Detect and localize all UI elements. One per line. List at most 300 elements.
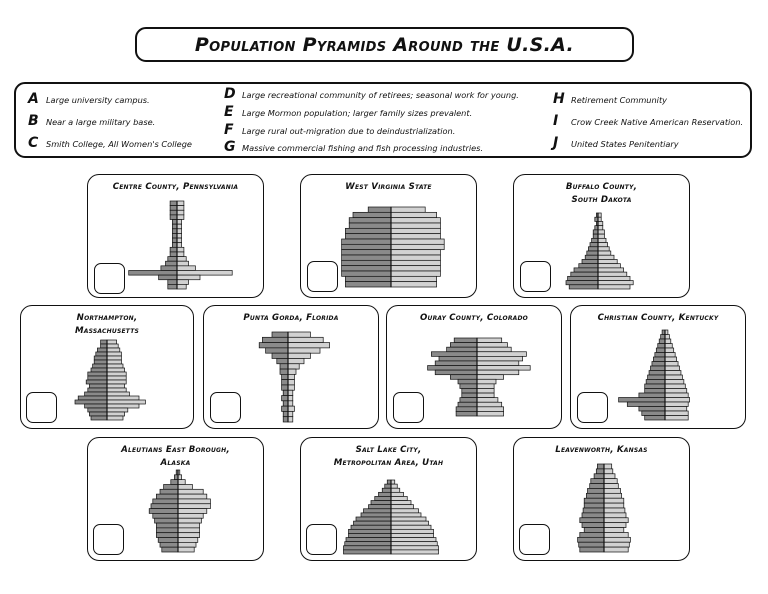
pyramid-bar-female bbox=[391, 255, 440, 260]
pyramid-bar-female bbox=[391, 244, 444, 249]
pyramid-bar-female bbox=[391, 228, 440, 233]
pyramid-bar-female bbox=[177, 266, 195, 271]
pyramid-bar-male bbox=[94, 356, 107, 360]
pyramid-bar-male bbox=[353, 212, 391, 217]
pyramid-bar-male bbox=[351, 525, 391, 529]
pyramid-bar-female bbox=[107, 412, 125, 416]
pyramid-bar-female bbox=[665, 339, 671, 344]
page-title: Population Pyramids Around the U.S.A. bbox=[194, 33, 575, 56]
pyramid-bar-female bbox=[178, 513, 203, 518]
pyramid-bar-male bbox=[85, 404, 107, 408]
pyramid-bar-male bbox=[447, 347, 477, 352]
pyramid-bar-male bbox=[342, 260, 391, 265]
pyramid-bar-female bbox=[288, 417, 293, 422]
pyramid-bar-male bbox=[345, 276, 391, 281]
pyramid-bar-male bbox=[259, 343, 288, 348]
pyramid-bar-female bbox=[178, 509, 207, 514]
pyramid-bar-male bbox=[579, 542, 604, 547]
pyramid-bar-female bbox=[604, 503, 624, 508]
pyramid-bar-male bbox=[161, 266, 177, 271]
pyramid-bar-female bbox=[604, 498, 624, 503]
pyramid-bar-male bbox=[619, 398, 665, 403]
pyramid-bar-male bbox=[585, 255, 598, 259]
pyramid-bar-female bbox=[391, 496, 407, 500]
pyramid-bar-male bbox=[272, 332, 288, 337]
pyramid-bar-male bbox=[356, 517, 391, 521]
pyramid-bar-male bbox=[586, 493, 604, 498]
answer-box[interactable] bbox=[210, 392, 241, 423]
pyramid-bar-male bbox=[579, 264, 598, 268]
pyramid-bar-female bbox=[391, 260, 440, 265]
pyramid-card-ouray-county bbox=[386, 305, 562, 429]
pyramid-bar-male bbox=[75, 400, 107, 404]
pyramid-bar-male bbox=[160, 489, 178, 494]
pyramid-bar-male bbox=[349, 223, 391, 228]
pyramid-bar-female bbox=[665, 380, 684, 385]
pyramid-bar-male bbox=[282, 396, 288, 401]
pyramid-bar-male bbox=[382, 488, 391, 492]
pyramid-bar-male bbox=[593, 234, 598, 238]
pyramid-bar-female bbox=[604, 479, 617, 484]
answer-box[interactable] bbox=[26, 392, 57, 423]
pyramid-bar-female bbox=[391, 513, 421, 517]
pyramid-bar-female bbox=[477, 361, 519, 366]
pyramid-bar-female bbox=[288, 348, 320, 353]
pyramid-bar-female bbox=[288, 337, 323, 342]
pyramid-bar-male bbox=[342, 266, 391, 271]
pyramid-bar-male bbox=[385, 484, 391, 488]
pyramid-bar-female bbox=[178, 480, 185, 485]
pyramid-bar-female bbox=[391, 509, 419, 513]
pyramid-bar-female bbox=[391, 212, 437, 217]
pyramid-bar-male bbox=[645, 384, 665, 389]
pyramid-bar-male bbox=[460, 398, 477, 403]
pyramid-bar-male bbox=[349, 218, 391, 223]
pyramid-bar-male bbox=[282, 406, 288, 411]
pyramid-bar-male bbox=[156, 528, 178, 533]
pyramid-card-aleutians-east bbox=[87, 437, 264, 561]
pyramid-bar-male bbox=[156, 533, 178, 538]
pyramid-bar-male bbox=[101, 340, 107, 344]
pyramid-bar-male bbox=[156, 494, 178, 499]
pyramid-bar-female bbox=[477, 338, 502, 343]
pyramid-bar-female bbox=[477, 407, 504, 412]
legend-item-g bbox=[224, 139, 483, 155]
pyramid-bar-female bbox=[288, 364, 299, 369]
pyramid-bar-male bbox=[160, 542, 178, 547]
pyramid-bar-female bbox=[178, 494, 207, 499]
pyramid-bar-female bbox=[177, 201, 184, 206]
pyramid-bar-female bbox=[598, 272, 627, 276]
pyramid-bar-male bbox=[462, 388, 477, 393]
pyramid-bar-male bbox=[159, 275, 177, 280]
pyramid-bar-female bbox=[604, 513, 626, 518]
pyramid-bar-male bbox=[164, 484, 178, 489]
legend-text: Crow Creek Native American Reservation. bbox=[571, 117, 744, 127]
pyramid-bar-male bbox=[78, 396, 107, 400]
pyramid-bar-female bbox=[177, 252, 184, 257]
pyramid-bar-male bbox=[88, 408, 107, 412]
pyramid-bar-female bbox=[665, 389, 687, 394]
pyramid-bar-male bbox=[153, 499, 178, 504]
pyramid-bar-female bbox=[598, 251, 611, 255]
pyramid-bar-male bbox=[645, 389, 665, 394]
pyramid-bar-female bbox=[288, 374, 294, 379]
pyramid-bar-male bbox=[588, 247, 598, 251]
pyramid-bar-female bbox=[288, 396, 293, 401]
legend-item-e bbox=[224, 104, 472, 120]
pyramid-bar-male bbox=[282, 374, 288, 379]
pyramid-bar-female bbox=[665, 366, 680, 371]
pyramid-bar-female bbox=[598, 255, 614, 259]
pyramid-bar-female bbox=[177, 280, 189, 285]
pyramid-bar-male bbox=[651, 366, 666, 371]
pyramid-bar-female bbox=[598, 247, 609, 251]
pyramid-bar-female bbox=[665, 357, 677, 362]
pyramid-bar-male bbox=[566, 281, 598, 285]
pyramid-bar-male bbox=[349, 529, 392, 533]
pyramid-bar-male bbox=[590, 484, 604, 489]
pyramid-bar-female bbox=[288, 353, 310, 358]
pyramid-bar-female bbox=[178, 518, 201, 523]
card-title: West Virginia State bbox=[345, 182, 432, 192]
pyramid-bar-female bbox=[107, 400, 145, 404]
pyramid-bar-female bbox=[665, 362, 678, 367]
pyramid-bar-female bbox=[107, 396, 139, 400]
pyramid-bar-female bbox=[177, 233, 182, 238]
pyramid-bar-male bbox=[456, 407, 477, 412]
card-title: Punta Gorda, Florida bbox=[243, 313, 339, 323]
pyramid-bar-male bbox=[354, 521, 392, 525]
pyramid-bar-female bbox=[604, 484, 618, 489]
pyramid-card-salt-lake-city bbox=[300, 437, 477, 561]
pyramid-bar-male bbox=[345, 282, 391, 287]
pyramid-bar-female bbox=[107, 348, 120, 352]
pyramid-bar-female bbox=[598, 285, 630, 289]
pyramid-bar-female bbox=[477, 393, 494, 398]
pyramid-bar-male bbox=[283, 417, 288, 422]
pyramid-bar-male bbox=[93, 364, 107, 368]
pyramid-bar-female bbox=[598, 259, 617, 263]
legend-letter: H bbox=[553, 91, 565, 107]
pyramid-bar-male bbox=[172, 238, 177, 243]
pyramid-bar-male bbox=[342, 239, 391, 244]
pyramid-bar-female bbox=[107, 384, 125, 388]
pyramid-bar-female bbox=[288, 369, 296, 374]
pyramid-bar-male bbox=[368, 207, 391, 212]
pyramid-bar-male bbox=[277, 358, 288, 363]
pyramid-bar-female bbox=[107, 380, 126, 384]
pyramid-bar-male bbox=[101, 344, 107, 348]
pyramid-bar-female bbox=[604, 523, 626, 528]
pyramid-bar-female bbox=[177, 224, 182, 229]
pyramid-bar-male bbox=[594, 474, 604, 479]
pyramid-bar-male bbox=[96, 352, 107, 356]
pyramid-bar-male bbox=[280, 369, 288, 374]
pyramid-bar-female bbox=[107, 372, 126, 376]
answer-box[interactable] bbox=[306, 524, 337, 555]
legend-letter: F bbox=[224, 122, 234, 138]
pyramid-bar-male bbox=[168, 284, 177, 289]
pyramid-bar-female bbox=[177, 270, 232, 275]
pyramid-bar-female bbox=[598, 234, 604, 238]
card-title: Ouray County, Colorado bbox=[420, 313, 528, 323]
pyramid-bar-male bbox=[627, 402, 665, 407]
pyramid-card-leavenworth bbox=[513, 437, 690, 561]
pyramid-bar-female bbox=[391, 542, 437, 546]
pyramid-bar-male bbox=[588, 488, 605, 493]
pyramid-bar-male bbox=[345, 228, 391, 233]
pyramid-bar-female bbox=[604, 537, 630, 542]
pyramid-bar-male bbox=[649, 371, 665, 376]
pyramid-bar-male bbox=[639, 393, 665, 398]
pyramid-bar-female bbox=[604, 518, 628, 523]
pyramid-bar-female bbox=[598, 238, 606, 242]
pyramid-bar-male bbox=[454, 338, 477, 343]
pyramid-bar-male bbox=[168, 257, 177, 262]
pyramid-bar-male bbox=[85, 392, 107, 396]
pyramid-bar-male bbox=[149, 509, 178, 514]
pyramid-bar-female bbox=[288, 406, 294, 411]
pyramid-bar-female bbox=[391, 550, 439, 554]
pyramid-bar-male bbox=[450, 343, 477, 348]
pyramid-bar-female bbox=[391, 521, 429, 525]
pyramid-bar-male bbox=[574, 268, 598, 272]
pyramid-bar-female bbox=[391, 533, 434, 537]
pyramid-bar-male bbox=[439, 356, 477, 361]
pyramid-bar-male bbox=[584, 528, 604, 533]
pyramid-bar-male bbox=[170, 206, 177, 211]
pyramid-bar-female bbox=[107, 408, 128, 412]
pyramid-bar-female bbox=[598, 281, 633, 285]
pyramid-bar-male bbox=[91, 368, 107, 372]
answer-box[interactable] bbox=[577, 392, 608, 423]
pyramid-bar-female bbox=[665, 335, 669, 340]
pyramid-bar-male bbox=[571, 272, 598, 276]
pyramid-bar-female bbox=[604, 493, 622, 498]
pyramid-bar-female bbox=[177, 275, 200, 280]
pyramid-bar-female bbox=[665, 375, 682, 380]
card-title: Christian County, Kentucky bbox=[597, 313, 719, 323]
pyramid-bar-male bbox=[88, 372, 107, 376]
pyramid-bar-female bbox=[391, 492, 404, 496]
legend-item-h bbox=[553, 91, 667, 107]
pyramid-bar-male bbox=[435, 370, 477, 375]
pyramid-bar-female bbox=[477, 370, 519, 375]
pyramid-bar-female bbox=[391, 271, 440, 276]
pyramid-bar-female bbox=[177, 215, 184, 220]
legend-text: Large Mormon population; larger family sizes prevalent. bbox=[242, 108, 473, 118]
pyramid-bar-female bbox=[178, 542, 196, 547]
pyramid-bar-female bbox=[107, 360, 121, 364]
pyramid-bar-male bbox=[655, 353, 665, 358]
legend-text: Large university campus. bbox=[46, 95, 150, 105]
pyramid-bar-male bbox=[590, 243, 598, 247]
pyramid-bar-female bbox=[177, 210, 184, 215]
pyramid-bar-male bbox=[458, 379, 477, 384]
pyramid-bar-male bbox=[86, 380, 107, 384]
legend-item-d bbox=[224, 86, 519, 102]
legend-item-b bbox=[28, 113, 155, 129]
pyramid-bar-female bbox=[288, 380, 294, 385]
pyramid-bar-male bbox=[156, 523, 178, 528]
pyramid-bar-female bbox=[604, 532, 628, 537]
pyramid-card-centre-county bbox=[87, 174, 264, 298]
pyramid-bar-male bbox=[172, 224, 177, 229]
pyramid-bar-female bbox=[391, 276, 437, 281]
pyramid-bar-male bbox=[89, 384, 107, 388]
pyramid-bar-male bbox=[342, 244, 391, 249]
pyramid-bar-male bbox=[462, 393, 477, 398]
pyramid-bar-male bbox=[584, 503, 604, 508]
pyramid-bar-female bbox=[598, 268, 624, 272]
pyramid-bar-female bbox=[477, 398, 498, 403]
pyramid-bar-male bbox=[88, 388, 107, 392]
legend-text: United States Penitentiary bbox=[571, 139, 679, 149]
answer-box[interactable] bbox=[393, 392, 424, 423]
legend-text: Large rural out-migration due to deindustrialization. bbox=[242, 126, 456, 136]
pyramid-bar-male bbox=[170, 210, 177, 215]
pyramid-bar-male bbox=[166, 261, 178, 266]
pyramid-bar-male bbox=[172, 220, 177, 225]
pyramid-bar-female bbox=[665, 407, 687, 412]
legend-letter: C bbox=[28, 135, 39, 151]
answer-box[interactable] bbox=[519, 524, 550, 555]
pyramid-bar-male bbox=[88, 376, 107, 380]
pyramid-card-northampton bbox=[20, 305, 194, 429]
pyramid-bar-female bbox=[107, 388, 126, 392]
pyramid-bar-female bbox=[288, 332, 310, 337]
pyramid-bar-male bbox=[345, 234, 391, 239]
pyramid-bar-male bbox=[435, 361, 477, 366]
pyramid-bar-female bbox=[391, 525, 431, 529]
pyramid-bar-female bbox=[391, 239, 444, 244]
pyramid-bar-male bbox=[582, 513, 604, 518]
pyramid-bar-male bbox=[262, 337, 288, 342]
legend-text: Massive commercial fishing and fish processing industries. bbox=[242, 143, 484, 153]
pyramid-bar-female bbox=[288, 343, 330, 348]
pyramid-bar-female bbox=[604, 464, 612, 469]
answer-box[interactable] bbox=[520, 261, 551, 292]
pyramid-bar-female bbox=[288, 390, 293, 395]
pyramid-bar-female bbox=[391, 484, 397, 488]
pyramid-bar-male bbox=[460, 384, 477, 389]
legend-text: Near a large military base. bbox=[46, 117, 156, 127]
pyramid-bar-female bbox=[604, 474, 615, 479]
pyramid-bar-female bbox=[107, 416, 123, 420]
card-title: Leavenworth, Kansas bbox=[555, 445, 648, 455]
pyramid-bar-female bbox=[604, 469, 613, 474]
pyramid-bar-female bbox=[107, 404, 139, 408]
pyramid-bar-female bbox=[477, 347, 511, 352]
pyramid-bar-male bbox=[349, 533, 392, 537]
pyramid-card-christian-county bbox=[570, 305, 746, 429]
pyramid-bar-male bbox=[642, 411, 665, 416]
pyramid-bar-female bbox=[604, 508, 625, 513]
page-title-box bbox=[135, 27, 634, 62]
pyramid-bar-male bbox=[645, 416, 665, 421]
pyramid-bar-male bbox=[428, 366, 477, 371]
answer-box[interactable] bbox=[307, 261, 338, 292]
legend-item-c bbox=[28, 135, 192, 151]
legend-item-j bbox=[553, 135, 679, 151]
pyramid-bar-male bbox=[593, 230, 598, 234]
pyramid-bar-female bbox=[107, 392, 129, 396]
pyramid-bar-male bbox=[266, 348, 288, 353]
pyramid-bar-female bbox=[665, 402, 688, 407]
pyramid-bar-female bbox=[391, 501, 411, 505]
pyramid-bar-female bbox=[665, 353, 675, 358]
legend-text: Large recreational community of retirees; seasonal work for young. bbox=[242, 90, 519, 100]
pyramid-bar-female bbox=[178, 489, 203, 494]
pyramid-bar-male bbox=[280, 364, 288, 369]
pyramid-bar-male bbox=[653, 357, 665, 362]
answer-box[interactable] bbox=[94, 263, 125, 294]
pyramid-bar-male bbox=[371, 501, 391, 505]
card-title: Northampton, Massachusetts bbox=[74, 313, 140, 336]
pyramid-bar-male bbox=[580, 547, 604, 552]
pyramid-bar-female bbox=[107, 356, 121, 360]
pyramid-bar-male bbox=[283, 390, 288, 395]
pyramid-bar-male bbox=[658, 344, 665, 349]
pyramid-bar-female bbox=[665, 384, 685, 389]
pyramid-bar-female bbox=[598, 243, 608, 247]
pyramid-bar-female bbox=[477, 384, 494, 389]
pyramid-card-west-virginia bbox=[300, 174, 477, 298]
pyramid-bar-female bbox=[177, 229, 182, 234]
pyramid-bar-female bbox=[665, 393, 688, 398]
pyramid-bar-male bbox=[282, 380, 288, 385]
pyramid-bar-male bbox=[369, 505, 392, 509]
pyramid-bar-female bbox=[477, 356, 523, 361]
pyramid-bar-male bbox=[379, 492, 392, 496]
pyramid-bar-female bbox=[391, 207, 425, 212]
pyramid-bar-male bbox=[158, 538, 178, 543]
pyramid-bar-male bbox=[580, 518, 604, 523]
pyramid-bar-female bbox=[665, 398, 690, 403]
pyramid-bar-female bbox=[177, 257, 186, 262]
answer-box[interactable] bbox=[93, 524, 124, 555]
pyramid-bar-female bbox=[178, 504, 210, 509]
pyramid-bar-male bbox=[656, 348, 665, 353]
pyramid-bar-female bbox=[178, 484, 192, 489]
pyramid-bar-female bbox=[477, 379, 496, 384]
pyramid-bar-male bbox=[659, 339, 665, 344]
card-title: Aleutians East Borough, Alaska bbox=[121, 445, 230, 468]
pyramid-bar-male bbox=[346, 538, 391, 542]
legend-letter: A bbox=[28, 91, 39, 107]
pyramid-bar-male bbox=[456, 411, 477, 416]
pyramid-bar-male bbox=[283, 411, 288, 416]
pyramid-bar-female bbox=[177, 247, 184, 252]
pyramid-bar-male bbox=[345, 542, 391, 546]
card-title: Centre County, Pennsylvania bbox=[112, 182, 239, 192]
pyramid-bar-male bbox=[153, 513, 178, 518]
pyramid-bar-male bbox=[272, 353, 288, 358]
pyramid-bar-female bbox=[604, 547, 628, 552]
pyramid-bar-female bbox=[107, 376, 126, 380]
pyramid-bar-female bbox=[391, 505, 414, 509]
pyramid-bar-female bbox=[107, 364, 123, 368]
legend-letter: G bbox=[224, 139, 236, 155]
pyramid-bar-female bbox=[665, 344, 672, 349]
pyramid-bar-female bbox=[178, 538, 198, 543]
pyramid-bar-male bbox=[172, 229, 177, 234]
pyramid-bar-female bbox=[288, 358, 304, 363]
pyramid-bar-male bbox=[458, 402, 477, 407]
pyramid-bar-male bbox=[661, 335, 665, 340]
pyramid-bar-female bbox=[391, 529, 434, 533]
